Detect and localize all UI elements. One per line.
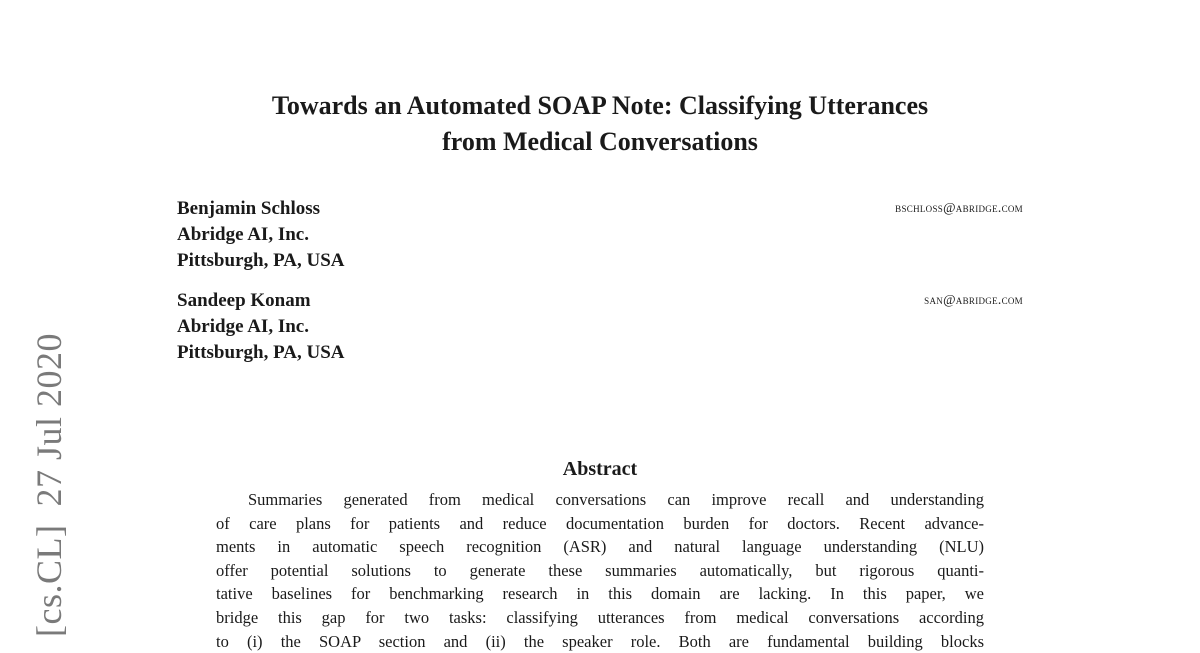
author-email[interactable]: san@abridge.com — [924, 292, 1023, 307]
arxiv-category: [cs.CL] — [29, 524, 69, 637]
author-name: Sandeep Konam — [177, 290, 311, 311]
author-location: Pittsburgh, PA, USA — [177, 250, 345, 271]
paper-title-line-1: Towards an Automated SOAP Note: Classifying Utterances — [271, 91, 929, 120]
author-block — [177, 288, 1023, 366]
author-email[interactable]: bschloss@abridge.com — [895, 200, 1023, 215]
abstract-line: of care plans for patients and reduce documentation burden for doctors. Recent advance- — [216, 513, 984, 533]
abstract-line: bridge this gap for two tasks: classifying utterances from medical conversations according — [216, 607, 984, 627]
abstract-line: Summaries generated from medical conversations can improve recall and understanding — [248, 490, 984, 509]
author-affiliation: Abridge AI, Inc. — [177, 224, 309, 245]
paper-title-line-2: from Medical Conversations — [442, 127, 758, 156]
abstract-line: to (i) the SOAP section and (ii) the speaker role. Both are fundamental building blocks — [216, 631, 984, 651]
arxiv-stamp — [28, 333, 70, 637]
arxiv-date: 27 Jul 2020 — [29, 333, 69, 507]
abstract-line: offer potential solutions to generate these summaries automatically, but rigorous quanti- — [216, 560, 984, 580]
author-block — [177, 196, 1023, 274]
paper-title — [150, 88, 1050, 160]
author-affiliation: Abridge AI, Inc. — [177, 316, 309, 337]
abstract-line: tative baselines for benchmarking research in this domain are lacking. In this paper, we — [216, 584, 984, 604]
abstract-body — [216, 488, 984, 653]
abstract-line: ments in automatic speech recognition (ASR) and natural language understanding (NLU) — [216, 537, 984, 557]
author-name: Benjamin Schloss — [177, 198, 321, 219]
abstract-heading: Abstract — [562, 458, 638, 480]
author-location: Pittsburgh, PA, USA — [177, 342, 345, 363]
